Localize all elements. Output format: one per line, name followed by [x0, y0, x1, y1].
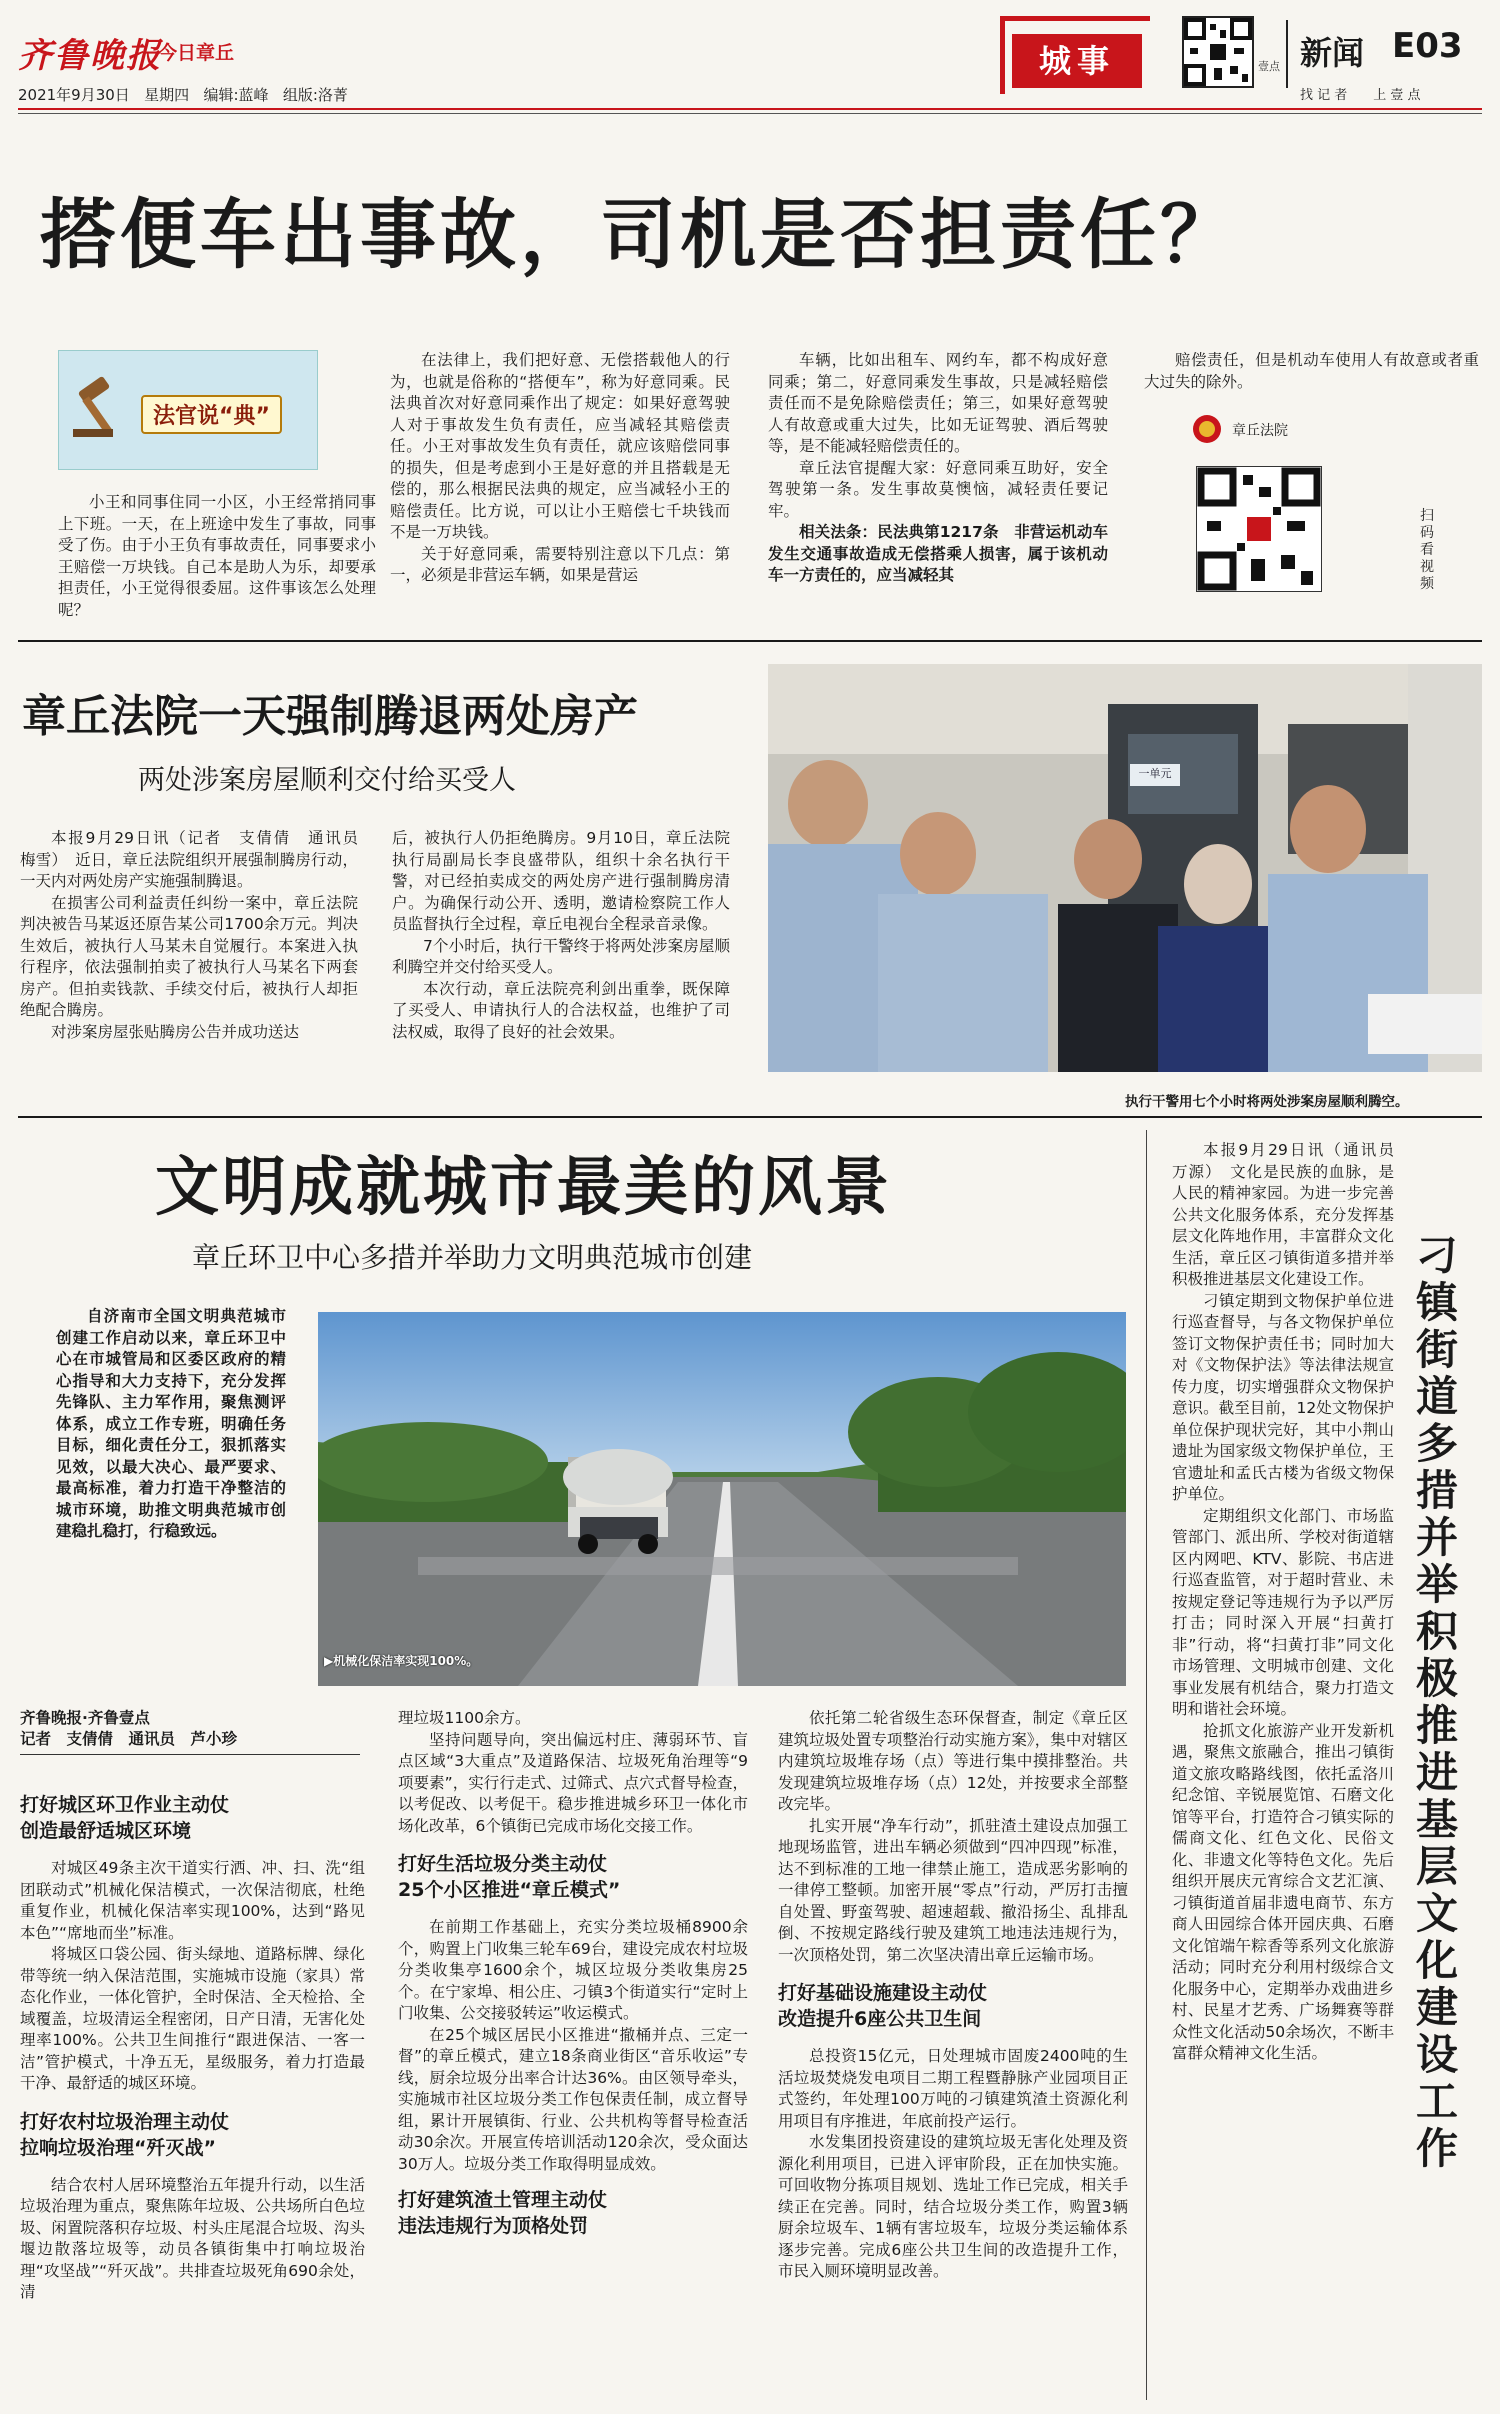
vertical-divider [1146, 1130, 1147, 2400]
byline: 齐鲁晚报·齐鲁壹点 [20, 1709, 150, 1727]
column-badge [58, 350, 318, 470]
paragraph: 相关法条：民法典第1217条 非营运机动车发生交通事故造成无偿搭乘人损害，属于该机动车一方责任的，应当减轻其 [768, 523, 1108, 584]
masthead-divider [1286, 20, 1288, 88]
paragraph: 车辆，比如出租车、网约车，都不构成好意同乘；第二，好意同乘发生事故，只是减轻赔偿责任而不是免除赔偿责任；第三，如果好意驾驶人有故意或重大过失，比如无证驾驶、酒后驾驶等，是不能减轻赔偿责任的。 [768, 351, 1108, 455]
article3-subtitle: 章丘环卫中心多措并举助力文明典范城市创建 [192, 1241, 753, 1274]
paragraph: 将城区口袋公园、街头绿地、道路标牌、绿化带等统一纳入保洁范围，实施城市设施（家具）常态化作业，一体化管护，全时保洁、全天检拾、全域覆盖，垃圾清运全程密闭，日产日清，无害化处理率100%。公共卫生间推行“跟进保洁、一客一洁”管护模式，十净五无，星级服务，着力打造最干净、最舒适的城区环境。 [20, 1945, 365, 2092]
door-sign: 一单元 [1138, 767, 1172, 780]
paragraph: 扎实开展“净车行动”，抓驻渣土建设点加强工地现场监管，进出车辆必须做到“四冲四现”标准，达不到标准的工地一律禁止施工，造成恶劣影响的一律停工整顿。加密开展“零点”行动，严厉打击擅自处置、野蛮驾驶、超速超载、撤沿扬尘、乱排乱倒、不按规定路线行驶及建筑工地违法违规行为，一次顶格处罚，第二次坚决清出章丘运输市场。 [778, 1816, 1128, 1964]
weekday: 星期四 [144, 86, 190, 104]
masthead-rule-thin [18, 113, 1482, 114]
paragraph: 总投资15亿元，日处理城市固废2400吨的生活垃圾焚烧发电项目二期工程暨静脉产业园项目正式签约，年处理100万吨的刁镇建筑渣土资源化利用项目有序推进，年底前投产运行。 [778, 2047, 1128, 2130]
paragraph: 坚持问题导向，突出偏远村庄、薄弱环节、盲点区域“3大重点”及道路保洁、垃圾死角治理等“9项要素”，实行行走式、过筛式、点穴式督导检查，以考促改、以考促干。稳步推进城乡环卫一体化市场化改革，6个镇街已完成市场化交接工作。 [398, 1730, 748, 1835]
paragraph: 水发集团投资建设的建筑垃圾无害化处理及资源化利用项目，已进入评审阶段，正在加快实施。可回收物分拣项目规划、选址工作已完成，相关手续正在完善。同时，结合垃圾分类工作，购置3辆厨余垃圾车、1辆有害垃圾车，垃圾分类运输体系逐步完善。完成6座公共卫生间的改造提升工作，市民入厕环境明显改善。 [778, 2133, 1128, 2280]
court-qr-label: 扫码看视频 [1420, 508, 1434, 592]
eviction-photo [768, 664, 1482, 1072]
section-name: 新闻 [1300, 34, 1365, 72]
divider [18, 640, 1482, 642]
article1-col3 [768, 350, 1108, 587]
masthead-rule [18, 108, 1482, 110]
article1-col2 [390, 350, 730, 587]
reporters: 记者 支倩倩 通讯员 芦小珍 [20, 1730, 238, 1748]
layout-editor: 组版:洛菁 [282, 86, 348, 104]
paragraph: 在法律上，我们把好意、无偿搭载他人的行为，也就是俗称的“搭便车”，称为好意同乘。民法典首次对好意同乘作出了规定：如果好意驾驶人对于事故发生负有责任，应当减轻其赔偿责任。小王对事故发生负有责任，就应该赔偿同事的损失，但是考虑到小王是好意的并且搭载是无偿的，那么根据民法典的规定，应当减轻小王的赔偿责任。比方说，可以让小王赔偿七千块钱而不是一万块钱。 [390, 351, 730, 541]
paragraph: 小王和同事住同一小区，小王经常捎同事上下班。一天，在上班途中发生了事故，同事受了伤。由于小王负有事故责任，同事要求小王赔偿一万块钱。自己本是助人为乐，却要承担责任，小王觉得很委屈。这件事该怎么处理呢？ [58, 493, 376, 619]
paragraph: 对城区49条主次干道实行洒、冲、扫、洗“组团联动式”机械化保洁模式，一次保洁彻底，杜绝重复作业，机械化保洁率实现100%，达到“路见本色”“席地而坐”标准。 [20, 1859, 365, 1942]
masthead-slogan: 找 记 者 上 壹 点 [1300, 88, 1421, 103]
editor: 编辑:蓝峰 [203, 86, 269, 104]
paper-name: 齐鲁晚报 [18, 36, 162, 76]
section-heading: 打好城区环卫作业主动仗 创造最舒适城区环境 [20, 1794, 230, 1842]
article3-col1 [20, 1792, 365, 2304]
section-heading: 打好建筑渣土管理主动仗 违法违规行为顶格处罚 [398, 2189, 608, 2237]
paragraph: 抢抓文化旅游产业开发新机遇，聚焦文旅融合，推出刁镇街道文旅攻略路线图，依托孟洛川纪念馆、辛锐展览馆、石磨文化馆等平台，打造符合刁镇实际的儒商文化、红色文化、民俗文化、非遗文化等特色文化。先后组织开展庆元宵综合文艺汇演、刁镇街道首届非遗电商节、东方商人田园综合体开园庆典、石磨文化馆端午粽香等系列文化旅游活动；同时充分利用村级综合文化服务中心，定期举办戏曲进乡村、民星才艺秀、广场舞赛等群众性文化活动50余场次，不断丰富群众精神文化生活。 [1172, 1721, 1394, 2062]
paragraph: 理垃圾1100余方。 [398, 1709, 531, 1727]
gavel-icon [67, 373, 137, 443]
paragraph: 7个小时后，执行干警终于将两处涉案房屋顺利腾空并交付给买受人。 [392, 936, 730, 976]
court-name: 章丘法院 [1232, 423, 1288, 439]
section-heading: 打好基础设施建设主动仗 改造提升6座公共卫生间 [778, 1982, 988, 2030]
issue-date [18, 84, 348, 105]
article1-col4 [1144, 350, 1479, 393]
paragraph: 结合农村人居环境整治五年提升行动，以生活垃圾治理为重点，聚焦陈年垃圾、公共场所白色垃圾、闲置院落积存垃圾、村头庄尾混合垃圾、沟头堰边散落垃圾等，动员各镇街集中打响垃圾治理“攻坚战”“歼灭战”。共排查垃圾死角690余处，清 [20, 2175, 365, 2301]
article3-col2 [398, 1708, 748, 2239]
paragraph: 在损害公司利益责任纠纷一案中，章丘法院判决被告马某返还原告某公司1700余万元。判决生效后，被执行人马某未自觉履行。本案进入执行程序，依法强制拍卖了被执行人马某名下两套房产。但拍卖钱款、手续交付后，被执行人却拒绝配合腾房。 [20, 893, 358, 1019]
masthead-qr-caption: 壹点 [1258, 60, 1280, 73]
paragraph: 后，被执行人仍拒绝腾房。9月10日，章丘法院执行局副局长李良盛带队，组织十余名执行干警，对已经拍卖成交的两处房产进行强制腾房清户。为确保行动公开、透明，邀请检察院工作人员监督执行全过程，章丘电视台全程录音录像。 [392, 829, 730, 933]
court-badge [1192, 412, 1392, 448]
section-heading: 打好农村垃圾治理主动仗 拉响垃圾治理“歼灭战” [20, 2110, 230, 2159]
paragraph: 刁镇定期到文物保护单位进行巡查督导，与各文物保护单位签订文物保护责任书；同时加大对《文物保护法》等法律法规宣传力度，切实增强群众文物保护意识。截至目前，12处文物保护单位保护现状完好，其中小荆山遗址为国家级文物保护单位，王官遗址和孟氏古楼为省级文物保护单位。 [1172, 1291, 1394, 1503]
paragraph: 在前期工作基础上，充实分类垃圾桶8900余个，购置上门收集三轮车69台，建设完成农村垃圾分类收集亭1600余个，城区垃圾分类收集房25个。在宁家埠、相公庄、刁镇3个街道实行“定时上门收集、公交接驳转运”收运模式。 [398, 1918, 748, 2022]
article3-col3 [778, 1708, 1128, 2283]
article2-col1 [20, 828, 374, 1043]
court-emblem-icon [1192, 414, 1222, 444]
paragraph: 本报9月29日讯（记者 支倩倩 通讯员 梅雪） 近日，章丘法院组织开展强制腾房行动，一天内对两处房产实施强制腾退。 [20, 829, 374, 890]
article4-text [1172, 1140, 1410, 2065]
column-badge-label: 法官说“典” [141, 395, 282, 434]
article1-title: 搭便车出事故，司机是否担责任？ [40, 190, 1240, 279]
paragraph: 章丘法官提醒大家：好意同乘互助好，安全驾驶第一条。发生事故莫懊恼，减轻责任要记牢。 [768, 458, 1108, 520]
article3-title: 文明成就城市最美的风景 [155, 1150, 892, 1225]
paragraph: 在25个城区居民小区推进“撤桶并点、三定一督”的章丘模式，建立18条商业街区“音乐收运”专线，厨余垃圾分出率合计达36%。由区领导牵头，实施城市社区垃圾分类工作包保责任制，成立督导组，累计开展镇街、行业、公共机构等督导检查活动30余次。开展宣传培训活动120余次，受众面达30万人。垃圾分类工作取得明显成效。 [398, 2025, 748, 2173]
section-tag: 城事 [1012, 34, 1142, 88]
paragraph: 对涉案房屋张贴腾房公告并成功送达 [51, 1022, 300, 1041]
edition-name: 今日章丘 [158, 42, 235, 64]
section-heading: 打好生活垃圾分类主动仗 25个小区推进“章丘模式” [398, 1853, 621, 1901]
divider [18, 1116, 1482, 1118]
masthead [0, 0, 1500, 135]
paragraph: 本次行动，章丘法院亮利剑出重拳，既保障了买受人、申请执行人的合法权益，也维护了司法权威，取得了良好的社会效果。 [392, 979, 730, 1041]
article4-title: 刁镇街道多措并举积极推进基层文化建设工作 [1416, 1231, 1459, 2173]
article2-col2 [392, 828, 730, 1043]
article3-lead [56, 1306, 286, 1543]
paragraph: 定期组织文化部门、市场监管部门、派出所、学校对街道辖区内网吧、KTV、影院、书店进行巡查监管，对于超时营业、未按规定登记等违规行为予以严厉打击；同时深入开展“扫黄打非”行动，将“扫黄打非”同文化市场管理、文明城市创建、文化事业发展有机结合，聚力打造文明和谐社会环境。 [1172, 1506, 1394, 1718]
paragraph: 自济南市全国文明典范城市创建工作启动以来，章丘环卫中心在市城管局和区委区政府的精心指导和大力支持下，充分发挥先锋队、主力军作用，聚焦测评体系，成立工作专班，明确任务目标，细化责任分工，狠抓落实见效，以最大决心、最严要求、最高标准，着力打造干净整洁的城市环境，助推文明典范城市创建稳扎稳打，行稳致远。 [56, 1307, 286, 1540]
paragraph: 本报9月29日讯（通讯员 万源） 文化是民族的血脉，是人民的精神家园。为进一步完善公共文化服务体系，充分发挥基层文化阵地作用，丰富群众文化生活，章丘区刁镇街道多措并举积极推进基层文化建设工作。 [1172, 1141, 1410, 1288]
article3-byline [20, 1708, 360, 1755]
street-photo [318, 1312, 1126, 1686]
street-photo-caption: ▶机械化保洁率实现100%。 [324, 1654, 479, 1668]
paragraph: 关于好意同乘，需要特别注意以下几点：第一，必须是非营运车辆，如果是营运 [390, 544, 730, 584]
masthead-qr-code [1182, 16, 1254, 88]
date: 2021年9月30日 [18, 86, 130, 104]
paragraph: 依托第二轮省级生态环保督查，制定《章丘区建筑垃圾处置专项整治行动实施方案》，集中对辖区内建筑垃圾堆存场（点）等进行集中摸排整治。共发现建筑垃圾堆存场（点）12处，并按要求全部整改完毕。 [778, 1709, 1128, 1813]
article2-subtitle: 两处涉案房屋顺利交付给买受人 [138, 765, 516, 796]
article2-title: 章丘法院一天强制腾退两处房产 [22, 691, 638, 742]
court-qr-code [1196, 466, 1322, 592]
eviction-photo-caption: 执行干警用七个小时将两处涉案房屋顺利腾空。 [1125, 1094, 1409, 1110]
page-number: E03 [1392, 26, 1463, 66]
paragraph: 赔偿责任，但是机动车使用人有故意或者重大过失的除外。 [1144, 351, 1479, 391]
article1-col1 [58, 492, 376, 621]
